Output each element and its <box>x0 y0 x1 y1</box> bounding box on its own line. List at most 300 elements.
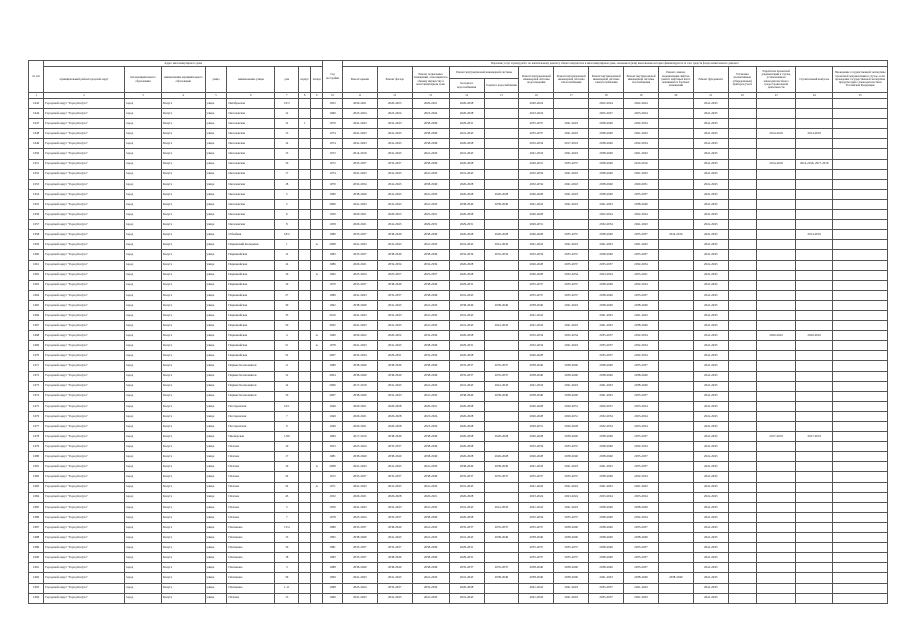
table-cell: 1956 <box>323 502 343 512</box>
table-cell: 4 <box>275 331 299 341</box>
table-cell: 1995 <box>323 533 343 543</box>
table-cell: 2041-2043 <box>519 593 554 603</box>
table-cell: Платова <box>227 502 275 512</box>
table-cell: 2014-2016, 2017-2019 <box>796 159 833 169</box>
table-cell: Плеханова <box>227 522 275 532</box>
table-cell <box>484 99 519 109</box>
table-cell: 2041-2043 <box>693 260 728 270</box>
table-cell: 2038-2040 <box>412 371 449 381</box>
table-cell <box>299 391 311 401</box>
column-number: 11 <box>342 93 377 99</box>
table-cell <box>484 220 519 230</box>
table-cell: 2038-2040 <box>624 381 659 391</box>
table-cell: 1653 <box>29 179 44 189</box>
table-cell <box>757 361 796 371</box>
table-row <box>29 502 888 512</box>
table-cell: 2026-2028 <box>449 331 484 341</box>
table-cell: 2038-2040 <box>624 300 659 310</box>
table-cell: 2038-2040 <box>589 300 624 310</box>
table-cell: 2035-2037 <box>589 351 624 361</box>
table-cell: 1972 <box>323 472 343 482</box>
table-cell <box>311 411 323 421</box>
table-cell: 1671 <box>29 361 44 371</box>
table-row <box>29 522 888 532</box>
table-cell: 2038-2040 <box>519 391 554 401</box>
table-cell: 1688 <box>29 533 44 543</box>
header-street: наименование улицы <box>227 67 275 93</box>
table-cell: Городской округ "Город Калуга" <box>44 522 125 532</box>
table-cell: Плеханова <box>227 553 275 563</box>
table-cell: Первомайская <box>227 331 275 341</box>
table-cell <box>833 109 888 119</box>
table-cell: 2041-2043 <box>412 391 449 401</box>
table-cell: Городской округ "Город Калуга" <box>44 573 125 583</box>
table-cell <box>833 432 888 442</box>
table-cell: 2035-2037 <box>554 250 589 260</box>
table-cell: 2041-2043 <box>377 341 412 351</box>
table-cell <box>833 563 888 573</box>
table-cell: 16 <box>275 391 299 401</box>
table-cell: город <box>124 492 161 502</box>
column-number: 16 <box>519 93 554 99</box>
table-cell: 2041-2043 <box>377 199 412 209</box>
table-cell: 2041-2043 <box>693 502 728 512</box>
table-cell: Городской округ "Город Калуга" <box>44 533 125 543</box>
column-number: 6 <box>227 93 275 99</box>
table-cell <box>728 351 756 361</box>
table-cell: 2035-2037 <box>449 522 484 532</box>
table-cell: 52 <box>275 351 299 361</box>
table-cell <box>299 442 311 452</box>
table-cell: 2026-2028 <box>484 452 519 462</box>
table-cell: 2041-2043 <box>693 482 728 492</box>
table-cell <box>728 492 756 502</box>
table-cell: А <box>311 331 323 341</box>
table-cell: 1683 <box>29 482 44 492</box>
table-cell <box>299 230 311 240</box>
table-cell: 2026-2028 <box>519 411 554 421</box>
table-cell: 2026-2028 <box>377 492 412 502</box>
table-cell: 12 <box>275 371 299 381</box>
table-cell <box>484 331 519 341</box>
header-works-group: Перечень услуг и (или) работ по капитальному ремонту общего имущества в многоквартирном доме, оказание и (или) выполнение которых финансируется за счет средств фонда капитального ремонта <box>342 61 887 67</box>
table-cell: 2026-2028 <box>377 422 412 432</box>
table-cell: 1980 <box>323 230 343 240</box>
table-cell: 2035-2037 <box>554 553 589 563</box>
table-cell <box>796 240 833 250</box>
table-cell <box>299 210 311 220</box>
table-cell: Калуга <box>161 159 205 169</box>
table-cell: 2041-2043 <box>589 199 624 209</box>
table-cell: Оксаловская <box>227 109 275 119</box>
table-cell <box>757 401 796 411</box>
table-cell: 2038-2040 <box>412 543 449 553</box>
table-cell: 2032-2034 <box>519 341 554 351</box>
table-cell: 19 <box>275 280 299 290</box>
table-cell: 2041-2043 <box>693 492 728 502</box>
table-cell: улица <box>205 502 227 512</box>
table-cell <box>658 250 693 260</box>
table-cell <box>728 240 756 250</box>
table-cell: Городской округ "Город Калуга" <box>44 310 125 320</box>
table-cell <box>796 422 833 432</box>
table-cell: улица <box>205 411 227 421</box>
table-cell <box>796 290 833 300</box>
table-cell: 1676 <box>29 411 44 421</box>
table-cell <box>728 472 756 482</box>
table-cell <box>311 472 323 482</box>
table-cell: 2041-2043 <box>624 310 659 320</box>
table-cell: улица <box>205 210 227 220</box>
table-cell: Городской округ "Город Калуга" <box>44 553 125 563</box>
table-cell: 1654 <box>29 189 44 199</box>
table-cell <box>658 553 693 563</box>
table-cell: 2038-2040 <box>554 563 589 573</box>
table-cell: 2041-2043 <box>412 593 449 603</box>
table-cell <box>833 169 888 179</box>
table-cell: улица <box>205 432 227 442</box>
table-cell <box>757 109 796 119</box>
table-cell: 2020-2022 <box>757 331 796 341</box>
table-cell <box>658 502 693 512</box>
table-cell <box>833 422 888 432</box>
table-row <box>29 220 888 230</box>
table-cell: 2032-2034 <box>412 583 449 593</box>
table-cell: Калуга <box>161 230 205 240</box>
table-cell: 2035-2037 <box>449 371 484 381</box>
table-cell <box>757 321 796 331</box>
table-cell: город <box>124 99 161 109</box>
table-cell: 2041-2043 <box>342 573 377 583</box>
table-cell: 2029-2031 <box>519 220 554 230</box>
table-cell: 2029-2031 <box>519 159 554 169</box>
table-cell: 2035-2037 <box>377 472 412 482</box>
table-cell: 2041-2043 <box>412 199 449 209</box>
table-cell: 2038-2040 <box>412 139 449 149</box>
table-cell <box>757 179 796 189</box>
table-cell <box>757 422 796 432</box>
table-cell: 2032-2034 <box>519 139 554 149</box>
table-cell <box>311 179 323 189</box>
table-cell: Отбойная <box>227 230 275 240</box>
table-cell: Городской округ "Город Калуга" <box>44 593 125 603</box>
table-cell: Плеханова <box>227 573 275 583</box>
table-cell: город <box>124 149 161 159</box>
table-cell: 2038-2040 <box>589 119 624 129</box>
table-cell <box>658 321 693 331</box>
table-cell: 2041-2043 <box>693 240 728 250</box>
table-cell: 2038-2040 <box>412 341 449 351</box>
table-cell: 1689 <box>29 543 44 553</box>
table-cell: Первомайская <box>227 260 275 270</box>
table-cell <box>299 250 311 260</box>
table-cell: 1647 <box>29 119 44 129</box>
table-cell: 1958 <box>323 220 343 230</box>
header-street-type: улица <box>205 67 227 93</box>
table-cell: 2041-2043 <box>342 341 377 351</box>
table-cell: 2038-2040 <box>589 280 624 290</box>
table-cell: 1971 <box>323 482 343 492</box>
table-cell: город <box>124 482 161 492</box>
table-cell: 14 <box>275 139 299 149</box>
table-cell <box>728 522 756 532</box>
column-number: 14 <box>449 93 484 99</box>
table-cell: 2023-2024 <box>412 422 449 432</box>
table-cell <box>728 361 756 371</box>
table-cell: 2004 <box>323 371 343 381</box>
table-cell: 2038-2040 <box>658 573 693 583</box>
table-cell: улица <box>205 371 227 381</box>
table-cell: 2038-2040 <box>624 321 659 331</box>
table-cell: 9 <box>275 422 299 432</box>
table-cell: 1660 <box>29 250 44 260</box>
table-cell <box>658 401 693 411</box>
table-cell: 2038-2040 <box>624 502 659 512</box>
table-cell: 2026-2028 <box>519 270 554 280</box>
table-cell: 2020-2022 <box>342 331 377 341</box>
table-cell: 2032-2034 <box>519 331 554 341</box>
table-cell: 2008 <box>323 462 343 472</box>
table-cell: 2026-2028 <box>484 432 519 442</box>
table-cell <box>833 220 888 230</box>
table-cell: Городской округ "Город Калуга" <box>44 432 125 442</box>
table-cell: 2035-2037 <box>449 361 484 371</box>
table-cell: город <box>124 321 161 331</box>
table-cell: 1650 <box>29 149 44 159</box>
table-cell: 2041-2043 <box>377 119 412 129</box>
table-cell <box>299 432 311 442</box>
table-row <box>29 533 888 543</box>
table-cell <box>299 290 311 300</box>
table-cell: город <box>124 129 161 139</box>
table-cell: 5 <box>275 189 299 199</box>
table-cell <box>833 300 888 310</box>
table-cell: 2035-2037 <box>519 280 554 290</box>
table-cell <box>658 331 693 341</box>
table-row <box>29 391 888 401</box>
table-cell <box>311 351 323 361</box>
table-cell: Первых Космонавтов <box>227 361 275 371</box>
table-cell: 2026-2028 <box>449 99 484 109</box>
table-cell: улица <box>205 290 227 300</box>
table-cell <box>833 159 888 169</box>
table-cell: 2038-2040 <box>377 230 412 240</box>
table-cell: город <box>124 260 161 270</box>
column-number: 17 <box>554 93 589 99</box>
table-cell <box>757 533 796 543</box>
table-cell: Городской округ "Город Калуга" <box>44 462 125 472</box>
table-cell: 2038-2040 <box>624 533 659 543</box>
table-cell: 2041-2043 <box>693 199 728 209</box>
table-cell: 2038-2040 <box>412 230 449 240</box>
table-cell: 2041-2043 <box>342 310 377 320</box>
table-cell: город <box>124 270 161 280</box>
table-cell <box>299 220 311 230</box>
table-cell: 1-11 <box>275 583 299 593</box>
table-cell: 2038-2040 <box>589 512 624 522</box>
table-cell: улица <box>205 331 227 341</box>
table-cell: 2022-2024 <box>589 210 624 220</box>
column-number: 20 <box>658 93 693 99</box>
table-cell <box>484 210 519 220</box>
table-cell: Плеханова <box>227 583 275 593</box>
table-cell: 2035-2037 <box>624 250 659 260</box>
table-cell: 2041-2043 <box>449 502 484 512</box>
table-cell <box>833 321 888 331</box>
table-cell: Городской округ "Город Калуга" <box>44 290 125 300</box>
table-cell <box>833 502 888 512</box>
table-cell: 2038-2040 <box>342 300 377 310</box>
table-cell: улица <box>205 452 227 462</box>
table-cell: Калуга <box>161 512 205 522</box>
table-cell <box>311 371 323 381</box>
table-cell: улица <box>205 583 227 593</box>
table-cell: город <box>124 573 161 583</box>
table-cell: Пионерская <box>227 432 275 442</box>
table-cell: 10/1 <box>275 401 299 411</box>
table-cell: Городской округ "Город Калуга" <box>44 583 125 593</box>
table-cell <box>796 310 833 320</box>
table-cell: 2041-2043 <box>342 119 377 129</box>
table-cell: город <box>124 169 161 179</box>
table-cell: 2026-2028 <box>519 432 554 442</box>
table-cell: Калуга <box>161 381 205 391</box>
table-cell: 2023-2024 <box>624 492 659 502</box>
table-cell: 2038-2040 <box>589 189 624 199</box>
table-cell: 2041-2043 <box>412 573 449 583</box>
table-cell: 1682 <box>29 472 44 482</box>
table-cell: 2032-2034 <box>519 179 554 189</box>
table-cell <box>796 462 833 472</box>
table-cell: 2014-2016 <box>757 159 796 169</box>
table-cell: 2038-2040 <box>624 199 659 209</box>
table-cell <box>484 159 519 169</box>
table-cell: 2038-2040 <box>412 442 449 452</box>
table-row <box>29 260 888 270</box>
table-row <box>29 109 888 119</box>
table-cell: улица <box>205 230 227 240</box>
table-cell: 2026-2028 <box>449 452 484 462</box>
table-cell: 2026-2028 <box>449 411 484 421</box>
table-cell: Калуга <box>161 462 205 472</box>
table-cell: 2026-2028 <box>449 159 484 169</box>
table-cell: 2038-2040 <box>484 533 519 543</box>
table-cell: 2038-2040 <box>377 250 412 260</box>
table-cell: Первомайская <box>227 270 275 280</box>
table-cell: 1972 <box>323 159 343 169</box>
table-cell <box>833 411 888 421</box>
table-cell: 2041-2043 <box>377 139 412 149</box>
table-cell: 2035-2037 <box>342 230 377 240</box>
table-cell: 2041-2043 <box>589 462 624 472</box>
table-cell: 2041-2043 <box>377 169 412 179</box>
table-cell: город <box>124 381 161 391</box>
table-cell: 2038-2040 <box>589 452 624 462</box>
table-cell: 1992 <box>323 300 343 310</box>
table-cell: 18 <box>275 553 299 563</box>
table-cell: 1989 <box>323 361 343 371</box>
table-cell: 2041-2043 <box>449 321 484 331</box>
table-cell: 2041-2043 <box>624 482 659 492</box>
table-cell <box>728 381 756 391</box>
table-cell <box>484 593 519 603</box>
table-cell <box>299 260 311 270</box>
table-cell: 1962 <box>323 270 343 280</box>
table-cell: 1652 <box>29 169 44 179</box>
table-cell: Калуга <box>161 99 205 109</box>
table-cell: 2041-2043 <box>624 169 659 179</box>
table-cell: 2035-2037 <box>342 280 377 290</box>
table-cell: 2032-2034 <box>624 260 659 270</box>
table-cell: 2029-2031 <box>412 220 449 230</box>
table-cell <box>311 280 323 290</box>
table-cell: 2038-2040 <box>484 300 519 310</box>
table-cell: 2023-2024 <box>342 442 377 452</box>
table-cell <box>484 310 519 320</box>
table-cell: 45 <box>275 492 299 502</box>
table-cell: 2035-2037 <box>342 553 377 563</box>
table-cell <box>728 543 756 553</box>
table-cell: 56 <box>275 573 299 583</box>
table-cell: 2035-2037 <box>519 553 554 563</box>
table-cell <box>796 300 833 310</box>
table-cell: 1960 <box>323 109 343 119</box>
table-cell <box>728 442 756 452</box>
table-cell <box>728 331 756 341</box>
table-cell: 2020-2021 <box>342 99 377 109</box>
header-korpus: корпус <box>299 67 311 93</box>
table-cell <box>554 351 589 361</box>
table-cell: 2029-2031 <box>589 401 624 411</box>
table-cell: 2038-2040 <box>589 159 624 169</box>
table-cell: Калуга <box>161 593 205 603</box>
table-row <box>29 351 888 361</box>
table-cell: 51 <box>275 341 299 351</box>
table-cell: 2041-2043 <box>693 371 728 381</box>
table-cell: 1978 <box>323 512 343 522</box>
table-cell: 1651 <box>29 159 44 169</box>
table-cell <box>311 583 323 593</box>
table-cell: 2022-2024 <box>589 99 624 109</box>
table-cell <box>658 563 693 573</box>
table-cell <box>796 179 833 189</box>
table-cell: 1655 <box>29 199 44 209</box>
table-cell <box>484 482 519 492</box>
table-cell: 1989 <box>323 290 343 300</box>
table-cell: 15 <box>275 533 299 543</box>
table-cell: 2041-2043 <box>693 361 728 371</box>
table-cell: Городской округ "Город Калуга" <box>44 149 125 159</box>
table-cell: Городской округ "Город Калуга" <box>44 371 125 381</box>
table-cell: 2038-2040 <box>342 391 377 401</box>
table-cell: улица <box>205 159 227 169</box>
table-cell: 2038-2040 <box>449 462 484 472</box>
table-cell: город <box>124 462 161 472</box>
header-year: Год постройки <box>323 61 343 93</box>
table-cell: 2041-2043 <box>377 482 412 492</box>
table-cell: 2041-2043 <box>693 583 728 593</box>
table-cell <box>658 381 693 391</box>
table-row <box>29 250 888 260</box>
table-cell <box>757 411 796 421</box>
table-cell <box>484 442 519 452</box>
table-cell <box>757 290 796 300</box>
table-cell <box>299 300 311 310</box>
table-cell <box>658 533 693 543</box>
header-type: тип муниципального образования <box>124 67 161 93</box>
table-cell: Калуга <box>161 502 205 512</box>
table-cell: 2029-2031 <box>377 351 412 361</box>
